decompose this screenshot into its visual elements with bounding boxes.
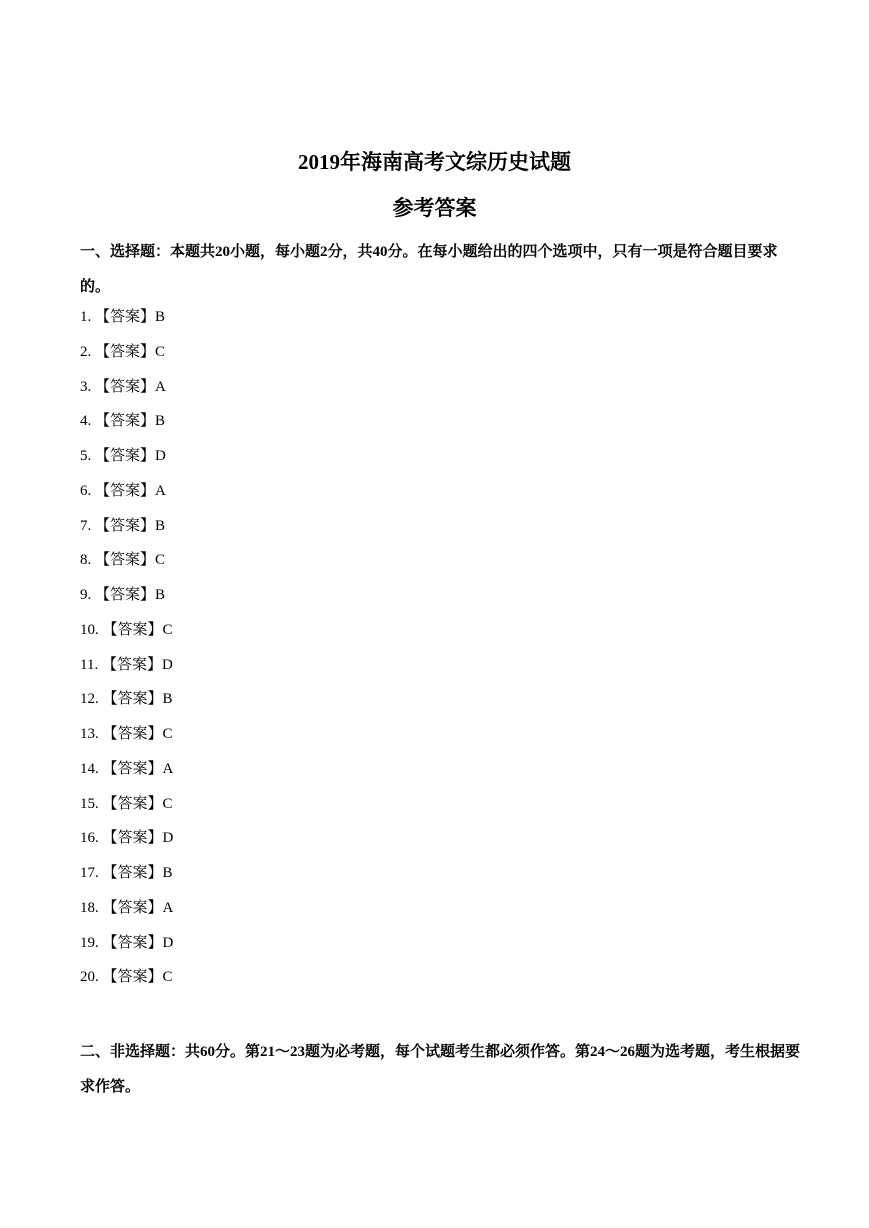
answer-item (80, 856, 480, 891)
answer-choice: B (162, 691, 173, 708)
answer-item (80, 578, 480, 613)
answer-number: 18. (80, 899, 99, 916)
answer-choice: C (162, 726, 173, 742)
answer-choice: A (155, 482, 166, 499)
answer-label: 【答案】 (95, 517, 156, 534)
answer-item (80, 891, 480, 926)
answer-item (80, 821, 480, 856)
answer-label: 【答案】 (95, 309, 156, 325)
answer-number: 11. (80, 656, 99, 673)
answer-choice: A (162, 899, 174, 916)
answer-choice: A (155, 378, 166, 395)
answer-number: 2. (80, 343, 92, 360)
section-1-heading: 一、选择题：本题共20小题，每小题2分，共40分。在每小题给出的四个选项中，只有一项是符合题目要求的。 (80, 244, 778, 295)
answer-item (80, 509, 480, 544)
answer-label: 【答案】 (102, 621, 163, 638)
answer-number: 1. (80, 309, 92, 325)
answer-label: 【答案】 (102, 899, 163, 916)
answer-item (80, 613, 480, 648)
answer-label: 【答案】 (101, 656, 162, 673)
answer-choice: D (161, 656, 173, 673)
answer-item (80, 474, 480, 509)
answer-number: 13. (80, 726, 99, 742)
section-2-heading: 二、非选择题：共60分。第21～23题为必考题，每个试题考生都必须作答。第24～26题为选考题，考生根据要求作答。 (80, 1044, 801, 1095)
answer-choice: B (155, 517, 166, 534)
answer-number: 19. (80, 934, 99, 951)
document-title: 2019年海南高考文综历史试题 (298, 150, 571, 174)
answer-number: 3. (80, 378, 92, 395)
answer-choice: D (162, 830, 174, 847)
answer-choice: C (155, 552, 166, 569)
answer-label: 【答案】 (102, 726, 163, 742)
answer-number: 9. (80, 587, 92, 603)
answer-choice: D (155, 448, 166, 464)
answer-label: 【答案】 (102, 865, 163, 881)
answer-choice: C (162, 795, 173, 812)
answer-label: 【答案】 (95, 343, 156, 360)
answer-label: 【答案】 (95, 587, 156, 603)
answer-number: 16. (80, 830, 99, 847)
answer-number: 12. (80, 691, 99, 708)
answer-item (80, 370, 480, 405)
answer-item (80, 926, 480, 961)
document-subtitle: 参考答案 (392, 196, 477, 220)
answer-item (80, 752, 480, 787)
answer-label: 【答案】 (102, 760, 163, 777)
answer-item (80, 717, 480, 752)
answer-item (80, 682, 480, 717)
answer-choice: C (155, 343, 166, 360)
answer-choice: A (162, 760, 174, 777)
answer-label: 【答案】 (95, 413, 156, 430)
answer-number: 5. (80, 448, 92, 464)
answer-choice: B (162, 865, 173, 881)
answer-number: 4. (80, 413, 92, 430)
answer-number: 17. (80, 865, 99, 881)
answer-label: 【答案】 (95, 448, 156, 464)
answer-label: 【答案】 (102, 795, 163, 812)
answer-label: 【答案】 (95, 552, 156, 569)
answer-item (80, 960, 480, 995)
answer-item (80, 787, 480, 822)
answer-choice: C (162, 621, 173, 638)
answer-choice: B (155, 309, 166, 325)
answer-number: 7. (80, 517, 92, 534)
answer-label: 【答案】 (95, 378, 156, 395)
answer-item (80, 404, 480, 439)
answer-item (80, 335, 480, 370)
answer-choice: B (155, 413, 166, 430)
answer-choice: B (155, 587, 166, 603)
answer-number: 15. (80, 795, 99, 812)
answer-choice: D (162, 934, 174, 951)
answer-list (80, 300, 480, 995)
answer-number: 20. (80, 969, 99, 986)
answer-number: 6. (80, 482, 92, 499)
answer-number: 14. (80, 760, 99, 777)
answer-label: 【答案】 (102, 934, 163, 951)
answer-label: 【答案】 (102, 691, 163, 708)
answer-item (80, 543, 480, 578)
answer-number: 8. (80, 552, 92, 569)
answer-label: 【答案】 (95, 482, 156, 499)
answer-label: 【答案】 (102, 830, 163, 847)
answer-number: 10. (80, 621, 99, 638)
answer-item (80, 439, 480, 474)
answer-label: 【答案】 (102, 969, 163, 986)
answer-choice: C (162, 969, 173, 986)
answer-item (80, 648, 480, 683)
answer-item (80, 300, 480, 335)
